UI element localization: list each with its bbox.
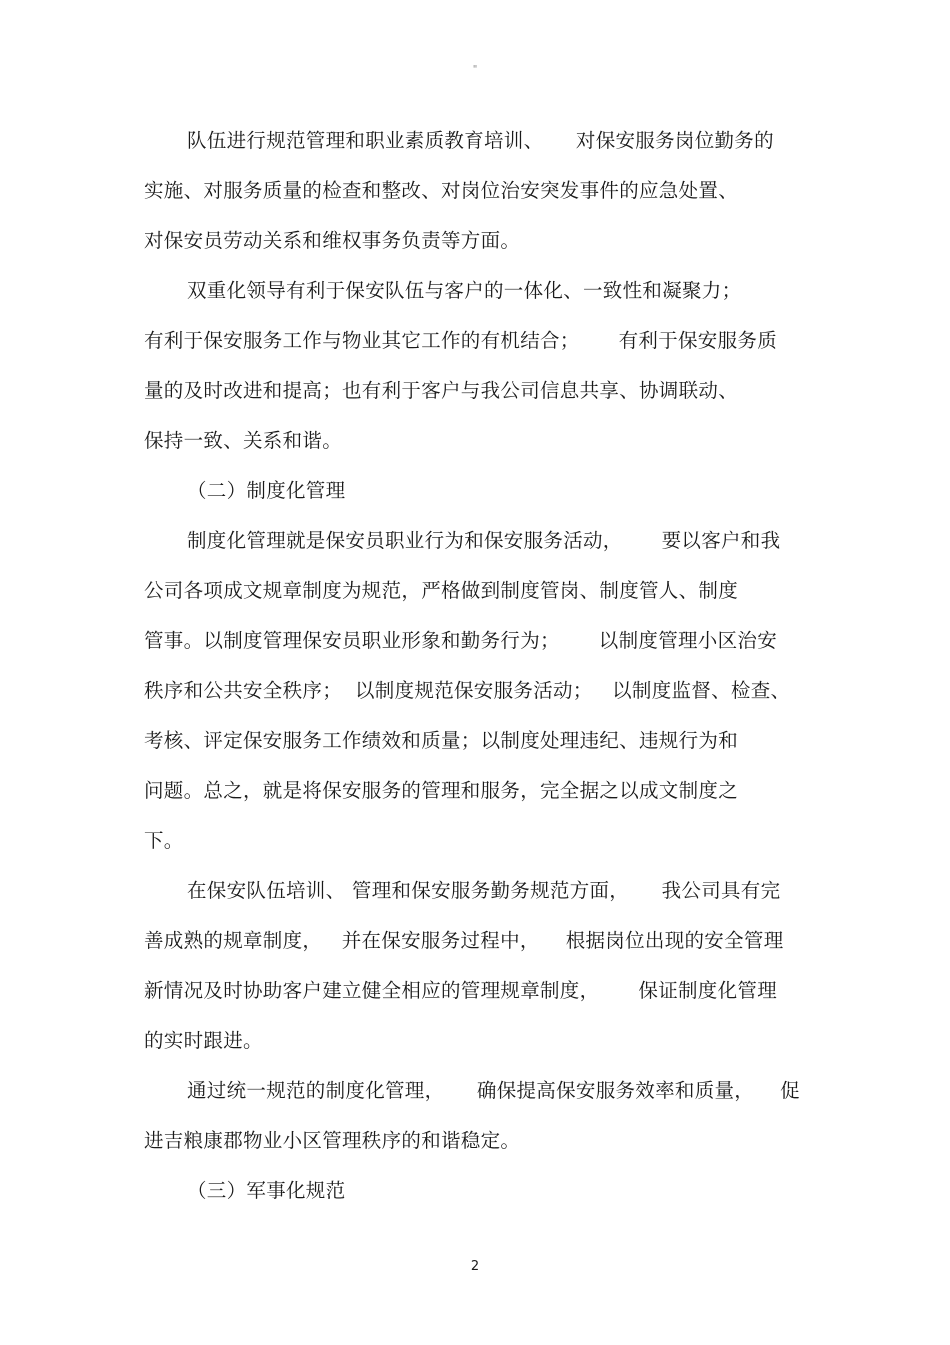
text-line: 的实时跟进。 <box>144 1029 263 1052</box>
text-line: 对保安员劳动关系和维权事务负责等方面。 <box>144 229 521 252</box>
section-heading: （三）军事化规范 <box>187 1179 346 1202</box>
text-line: 考核、评定保安服务工作绩效和质量；以制度处理违纪、违规行为和 <box>144 729 739 752</box>
text-line: 在保安队伍培训、 管理和保安服务勤务规范方面， 我公司具有完 <box>187 879 781 902</box>
page-number: 2 <box>470 1259 480 1274</box>
text-line: 保持一致、关系和谐。 <box>144 429 343 452</box>
text-line: 管事。以制度管理保安员职业形象和勤务行为； 以制度管理小区治安 <box>144 629 777 652</box>
text-line: 通过统一规范的制度化管理， 确保提高保安服务效率和质量， 促 <box>187 1079 800 1102</box>
text-line: 双重化领导有利于保安队伍与客户的一体化、一致性和凝聚力； <box>187 279 742 302</box>
text-line: 量的及时改进和提高；也有利于客户与我公司信息共享、协调联动、 <box>144 379 739 402</box>
text-line: 制度化管理就是保安员职业行为和保安服务活动， 要以客户和我 <box>187 529 781 552</box>
text-line: 公司各项成文规章制度为规范，严格做到制度管岗、制度管人、制度 <box>144 579 739 602</box>
section-heading: （二）制度化管理 <box>187 479 346 502</box>
text-line: 实施、对服务质量的检查和整改、对岗位治安突发事件的应急处置、 <box>144 179 739 202</box>
text-line: 有利于保安服务工作与物业其它工作的有机结合； 有利于保安服务质 <box>144 329 777 352</box>
text-line: 秩序和公共安全秩序； 以制度规范保安服务活动； 以制度监督、检查、 <box>144 679 791 702</box>
text-line: 问题。总之，就是将保安服务的管理和服务，完全据之以成文制度之 <box>144 779 739 802</box>
header-mark: " <box>472 64 478 75</box>
text-line: 队伍进行规范管理和职业素质教育培训、 对保安服务岗位勤务的 <box>187 129 774 152</box>
text-line: 善成熟的规章制度， 并在保安服务过程中， 根据岗位出现的安全管理 <box>144 929 784 952</box>
text-line: 新情况及时协助客户建立健全相应的管理规章制度， 保证制度化管理 <box>144 979 777 1002</box>
text-line: 下。 <box>144 829 184 852</box>
text-line: 进吉粮康郡物业小区管理秩序的和谐稳定。 <box>144 1129 521 1152</box>
